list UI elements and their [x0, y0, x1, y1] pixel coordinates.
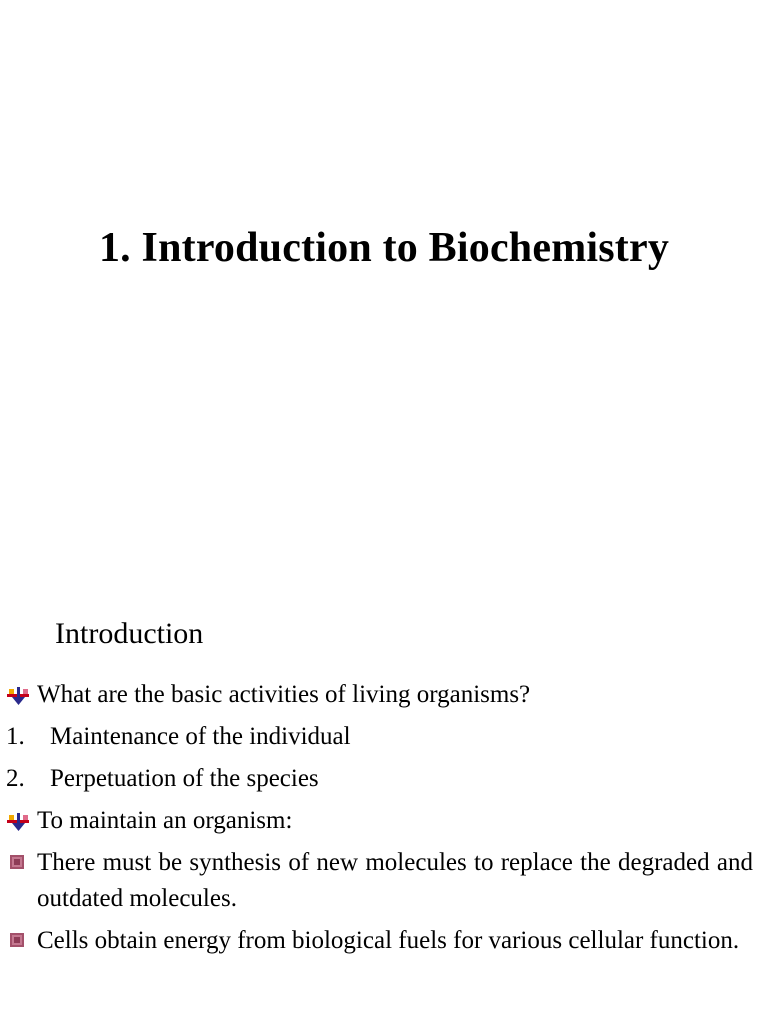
square-bullet-icon	[10, 855, 24, 869]
list-item-text: There must be synthesis of new molecules to replace the degraded and outdated molecules.	[37, 849, 753, 912]
list-item-text: Perpetuation of the species	[50, 765, 319, 792]
list-item-text: To maintain an organism:	[37, 807, 293, 834]
list-item-text: What are the basic activities of living organisms?	[37, 681, 531, 708]
list-number: 1.	[6, 723, 25, 750]
list-item-text: Maintenance of the individual	[50, 723, 351, 750]
arrow-bullet-icon	[6, 812, 30, 832]
slide-title: 1. Introduction to Biochemistry	[98, 225, 670, 271]
list-item-text: Cells obtain energy from biological fuels for various cellular function.	[37, 927, 740, 954]
arrow-bullet-icon	[6, 686, 30, 706]
section-heading: Introduction	[55, 617, 204, 650]
square-bullet-icon	[10, 933, 24, 947]
list-number: 2.	[6, 765, 25, 792]
